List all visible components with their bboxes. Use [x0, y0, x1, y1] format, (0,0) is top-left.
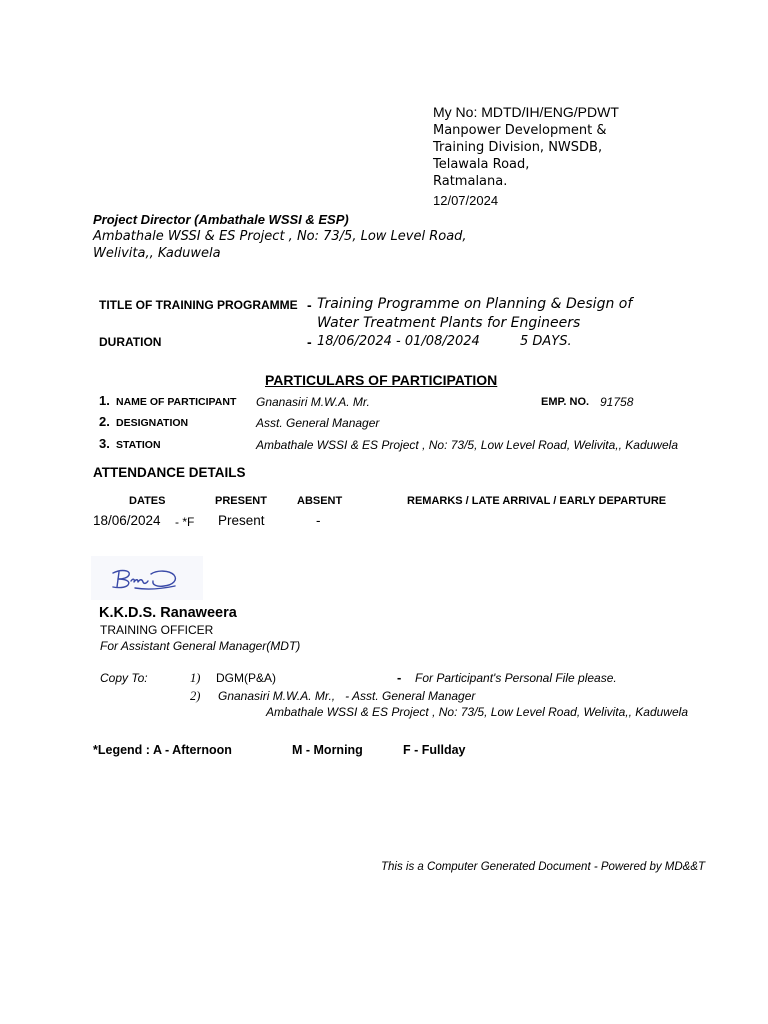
attendance-heading: ATTENDANCE DETAILS: [93, 465, 246, 480]
address-line: Training Division, NWSDB,: [433, 140, 603, 155]
recipient-address-line: Ambathale WSSI & ES Project , No: 73/5, Low Level Road,: [93, 229, 467, 244]
row-number: 1.: [99, 393, 110, 408]
emp-no-label: EMP. NO.: [541, 396, 590, 408]
legend-morning: M - Morning: [292, 743, 363, 757]
station-label: STATION: [116, 439, 161, 451]
participant-name-label: NAME OF PARTICIPANT: [116, 396, 237, 408]
reference-number: My No: MDTD/IH/ENG/PDWT: [433, 104, 619, 120]
copy-item-number: 1): [190, 671, 201, 685]
copy-item-address: Ambathale WSSI & ES Project , No: 73/5, Low Level Road, Welivita,, Kaduwela: [266, 705, 688, 719]
copy-item-number: 2): [190, 689, 201, 703]
signature-image: [91, 556, 203, 600]
copy-item-name: Gnanasiri M.W.A. Mr., - Asst. General Manager: [218, 689, 476, 703]
signatory-name: K.K.D.S. Ranaweera: [99, 605, 237, 621]
programme-title-label: TITLE OF TRAINING PROGRAMME: [99, 298, 298, 312]
designation-value: Asst. General Manager: [256, 416, 380, 430]
letter-date: 12/07/2024: [433, 193, 499, 208]
copy-to-label: Copy To:: [100, 671, 148, 685]
sender-address: [433, 122, 607, 190]
col-header-present: PRESENT: [215, 495, 267, 507]
attendance-code: - *F: [175, 515, 195, 529]
col-header-dates: DATES: [129, 495, 166, 507]
row-number: 2.: [99, 414, 110, 429]
legend-afternoon: *Legend : A - Afternoon: [93, 743, 232, 757]
duration-value: 18/06/2024 - 01/08/2024: [317, 334, 480, 349]
recipient-title: Project Director (Ambathale WSSI & ESP): [93, 212, 349, 227]
copy-item-name: DGM(P&A): [216, 671, 276, 685]
col-header-remarks: REMARKS / LATE ARRIVAL / EARLY DEPARTURE: [407, 495, 667, 507]
legend-fullday: F - Fullday: [403, 743, 466, 757]
emp-no-value: 91758: [600, 395, 634, 409]
col-header-absent: ABSENT: [297, 495, 343, 507]
footer-note: This is a Computer Generated Document - Powered by MD&&T: [381, 861, 706, 873]
particulars-heading: PARTICULARS OF PARTICIPATION: [265, 372, 498, 388]
signatory-position: TRAINING OFFICER: [100, 623, 214, 637]
participant-name-value: Gnanasiri M.W.A. Mr.: [256, 395, 370, 409]
station-value: Ambathale WSSI & ES Project , No: 73/5, Low Level Road, Welivita,, Kaduwela: [256, 438, 678, 452]
address-line: Ratmalana.: [433, 174, 508, 189]
duration-dash: -: [307, 334, 312, 350]
copy-item-note: For Participant's Personal File please.: [415, 671, 617, 685]
duration-label: DURATION: [99, 335, 162, 349]
row-number: 3.: [99, 436, 110, 451]
signatory-for-line: For Assistant General Manager(MDT): [100, 639, 301, 653]
address-line: Telawala Road,: [433, 157, 530, 172]
duration-days: 5 DAYS.: [520, 334, 572, 349]
recipient-address-line: Welivita,, Kaduwela: [93, 246, 221, 261]
attendance-date: 18/06/2024: [93, 513, 161, 528]
address-line: Manpower Development &: [433, 123, 607, 138]
programme-title-line: Training Programme on Planning & Design of: [317, 296, 633, 312]
attendance-present: Present: [218, 513, 265, 528]
programme-title-dash: -: [307, 297, 312, 313]
attendance-absent: -: [316, 513, 321, 528]
designation-label: DESIGNATION: [116, 417, 189, 429]
programme-title-line: Water Treatment Plants for Engineers: [317, 315, 581, 331]
copy-item-dash: -: [397, 670, 402, 685]
